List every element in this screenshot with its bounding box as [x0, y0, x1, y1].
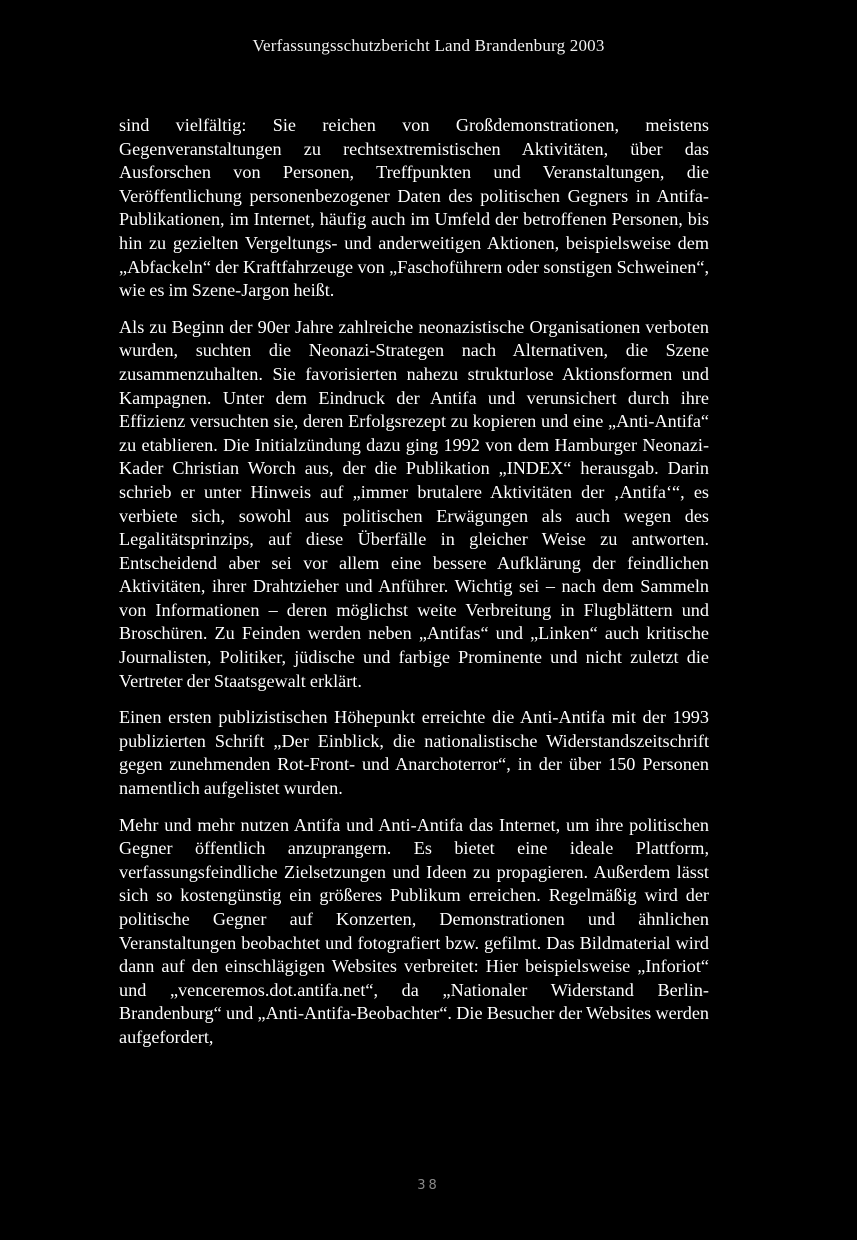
page-number: 38: [417, 1178, 440, 1193]
paragraph: Mehr und mehr nutzen Antifa und Anti-Antifa das Internet, um ihre politischen Gegner öffentlich anzuprangern. Es bietet eine ideale Plattform, verfassungsfeindliche Zielsetzungen und Ideen zu propagieren. Außerdem lässt sich so kostengünstig ein größeres Publikum erreichen. Regelmäßig wird der politische Gegner auf Konzerten, Demonstrationen und ähnlichen Veranstaltungen beobachtet und fotografiert bzw. gefilmt. Das Bildmaterial wird dann auf den einschlägigen Websites verbreitet: Hier beispielsweise „Inforiot“ und „venceremos.dot.antifa.net“, da „Nationaler Widerstand Berlin-Brandenburg“ und „Anti-Antifa-Beobachter“. Die Besucher der Websites werden aufgefordert,: [119, 814, 709, 1047]
paragraph: sind vielfältig: Sie reichen von Großdemonstrationen, meistens Gegenveranstaltungen zu rechtsextremistischen Aktivitäten, über das Ausforschen von Personen, Treffpunkten und Veranstaltungen, die Veröffentlichung personenbezogener Daten des politischen Gegners in Antifa-Publikationen, im Internet, häufig auch im Umfeld der betroffenen Personen, bis hin zu gezielten Vergeltungs- und anderweitigen Aktionen, beispielsweise dem „Abfackeln“ der Kraftfahrzeuge von „Faschoführern oder sonstigen Schweinen“, wie es im Szene-Jargon heißt.: [119, 115, 709, 301]
running-header: Verfassungsschutzbericht Land Brandenburg 2003: [252, 36, 605, 55]
paragraph: Als zu Beginn der 90er Jahre zahlreiche neonazistische Organisationen verboten wurden, suchten die Neonazi-Strategen nach Alternativen, die Szene zusammenzuhalten. Sie favorisierten nahezu strukturlose Aktionsformen und Kampagnen. Unter dem Eindruck der Antifa und verunsichert durch ihre Effizienz versuchten sie, deren Erfolgsrezept zu kopieren und eine „Anti-Antifa“ zu etablieren. Die Initialzündung dazu ging 1992 von dem Hamburger Neonazi-Kader Christian Worch aus, der die Publikation „INDEX“ herausgab. Darin schrieb er unter Hinweis auf „immer brutalere Aktivitäten der ‚Antifa‘“, es verbiete sich, sowohl aus politischen Erwägungen als auch wegen des Legalitätsprinzips, auf diese Überfälle in gleicher Weise zu antworten. Entscheidend aber sei vor allem eine bessere Aufklärung der feindlichen Aktivitäten, ihrer Drahtzieher und Anführer. Wichtig sei – nach dem Sammeln von Informationen – deren möglichst weite Verbreitung in Flugblättern und Broschüren. Zu Feinden werden neben „Antifas“ und „Linken“ auch kritische Journalisten, Politiker, jüdische und farbige Prominente und nicht zuletzt die Vertreter der Staatsgewalt erklärt.: [119, 316, 709, 691]
body-text: [119, 114, 709, 1063]
paragraph: Einen ersten publizistischen Höhepunkt erreichte die Anti-Antifa mit der 1993 publizierten Schrift „Der Einblick, die nationalistische Widerstandszeitschrift gegen zunehmenden Rot-Front- und Anarchoterror“, in der über 150 Personen namentlich aufgelistet wurden.: [119, 707, 709, 799]
